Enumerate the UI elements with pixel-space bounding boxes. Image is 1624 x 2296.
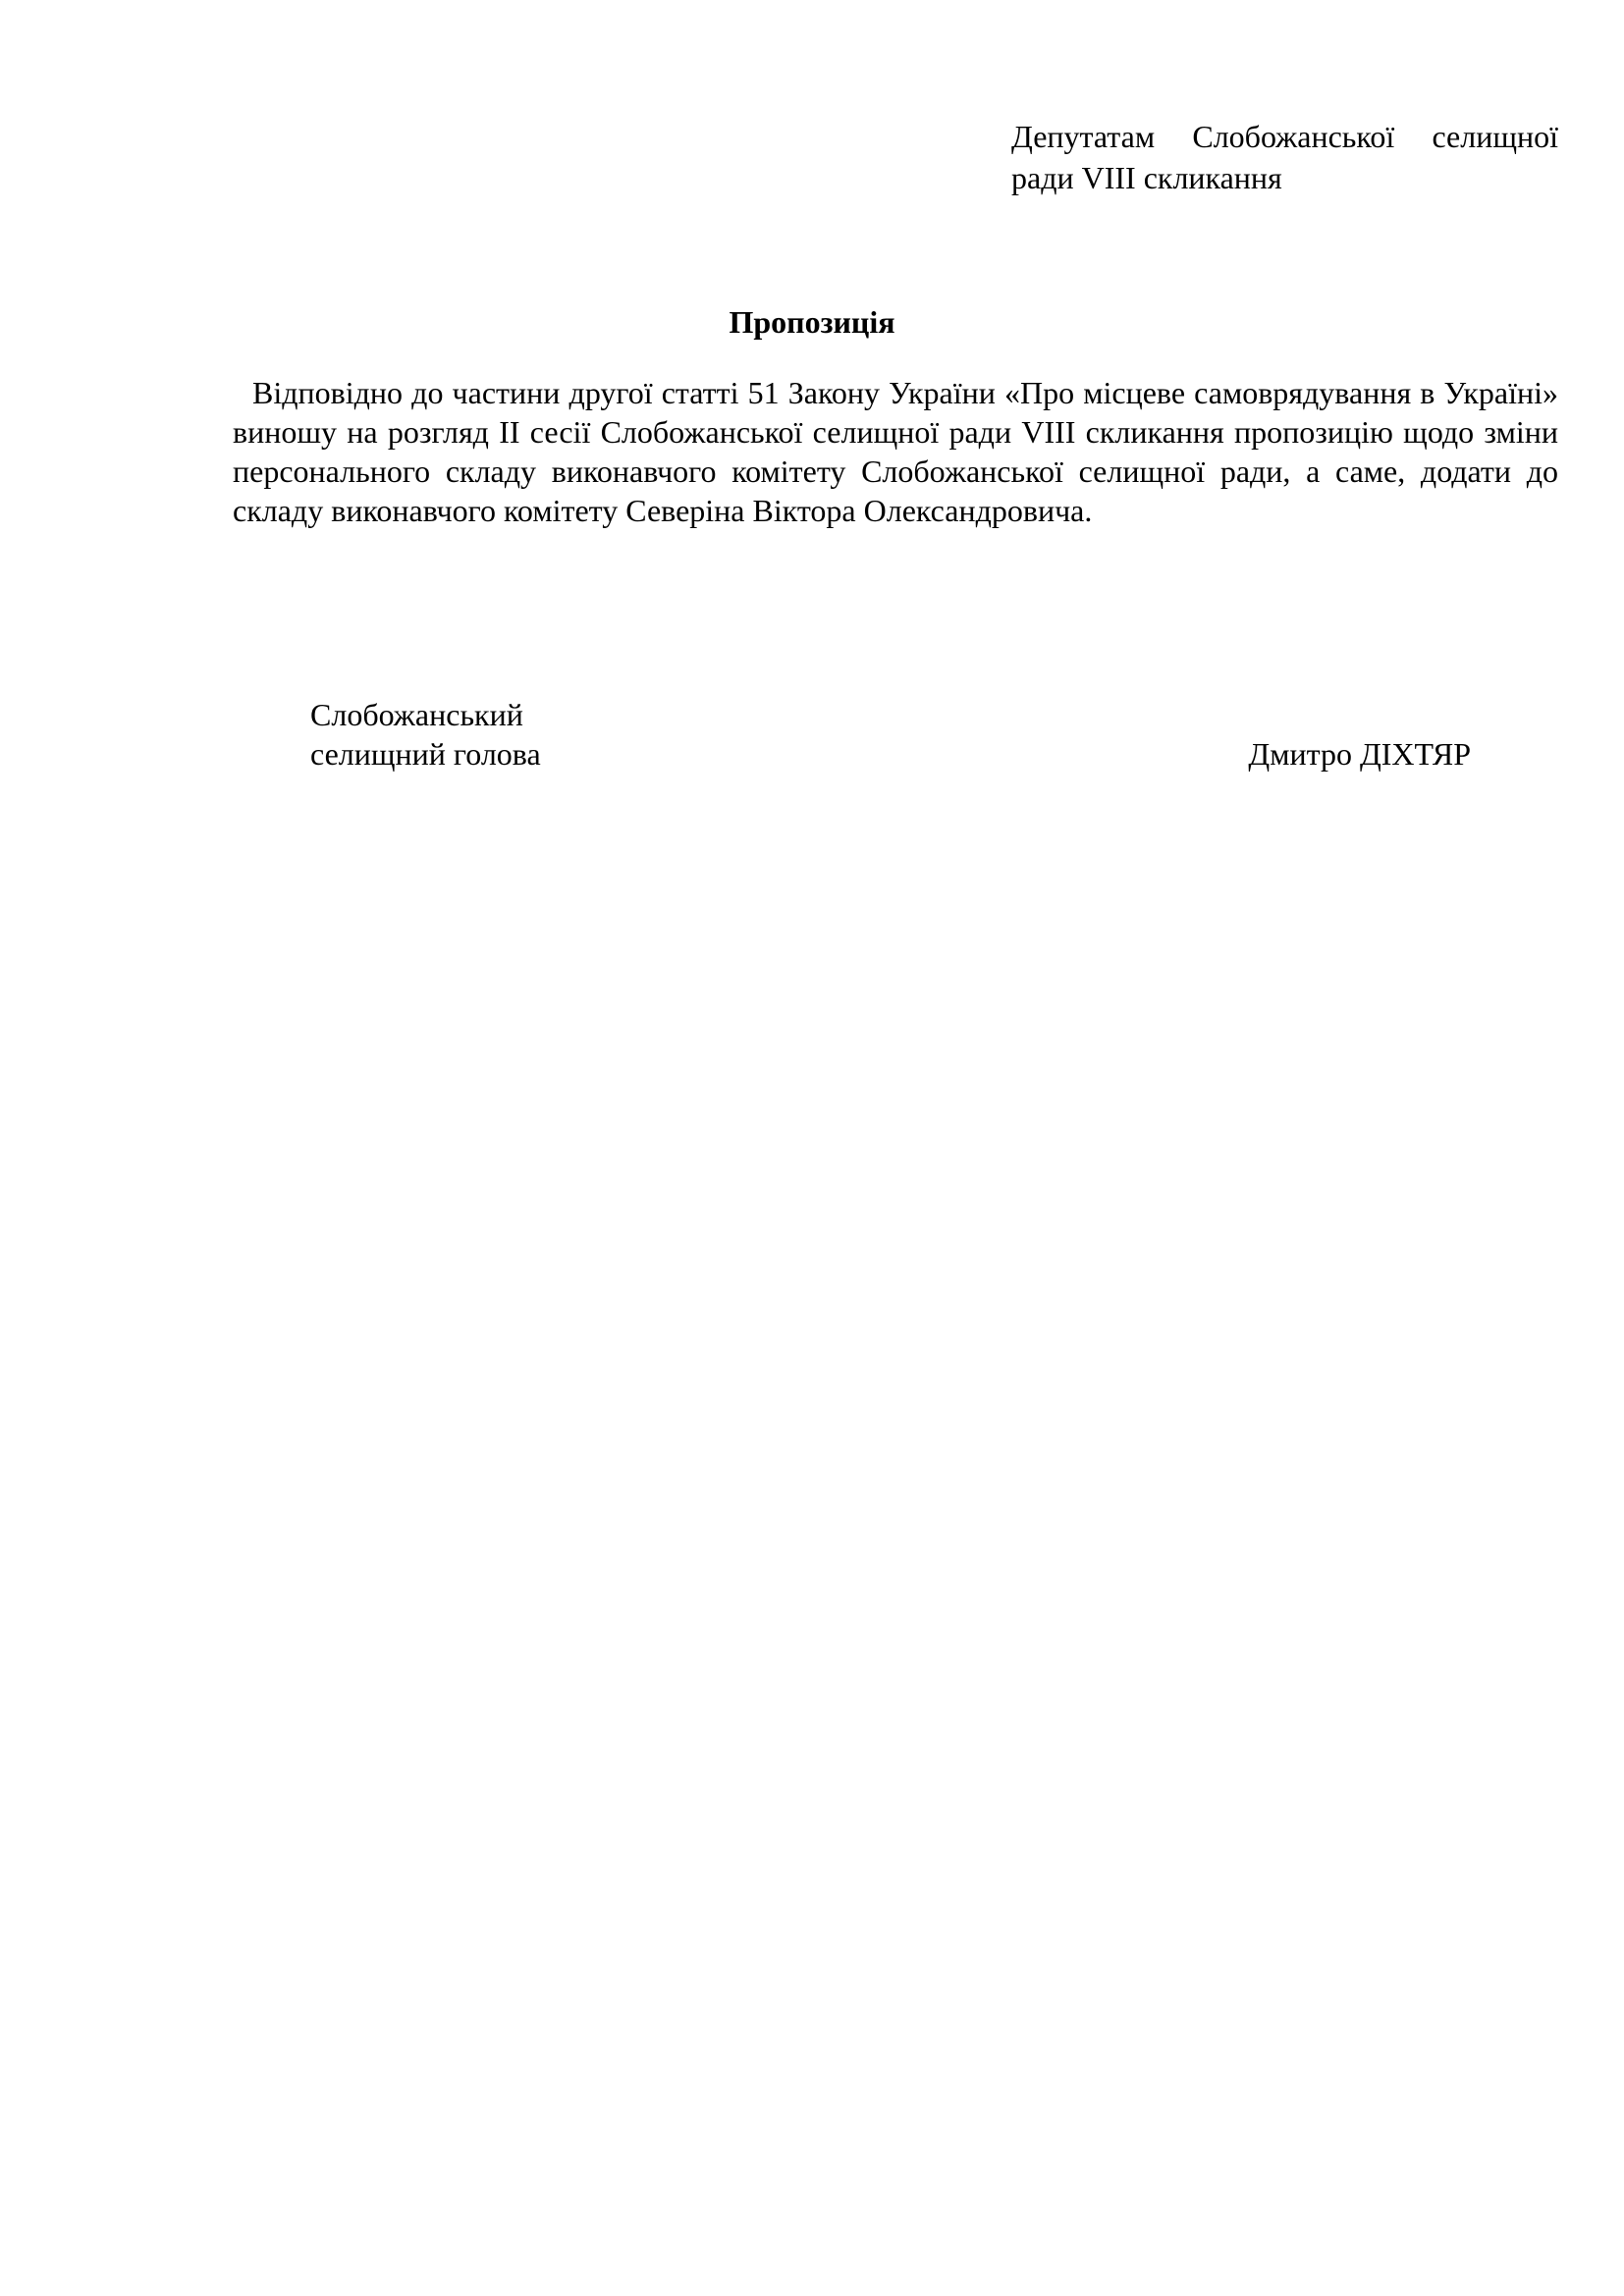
document-title: Пропозиція [729,304,895,340]
addressee-line-2: ради VIII скликання [1011,160,1282,195]
signer-name: Дмитро ДІХТЯР [1248,736,1471,772]
signature-position-line-1: Слобожанський [310,697,523,732]
addressee-block [1011,116,1558,198]
signature-position [310,695,541,774]
proposal-body-text: Відповідно до частини другої статті 51 Закону України «Про місцеве самоврядування в Україні» виношу на розгляд ІІ сесії Слобожанської селищної ради VIII скликання пропозицію щодо зміни персонального складу виконавчого комітету Слобожанської селищної ради, а саме, додати до складу виконавчого комітету Северіна Віктора Олександровича. [233,375,1558,528]
addressee-line-1: Депутатам Слобожанської селищної [1011,119,1558,154]
signature-position-line-2: селищний голова [310,736,541,772]
